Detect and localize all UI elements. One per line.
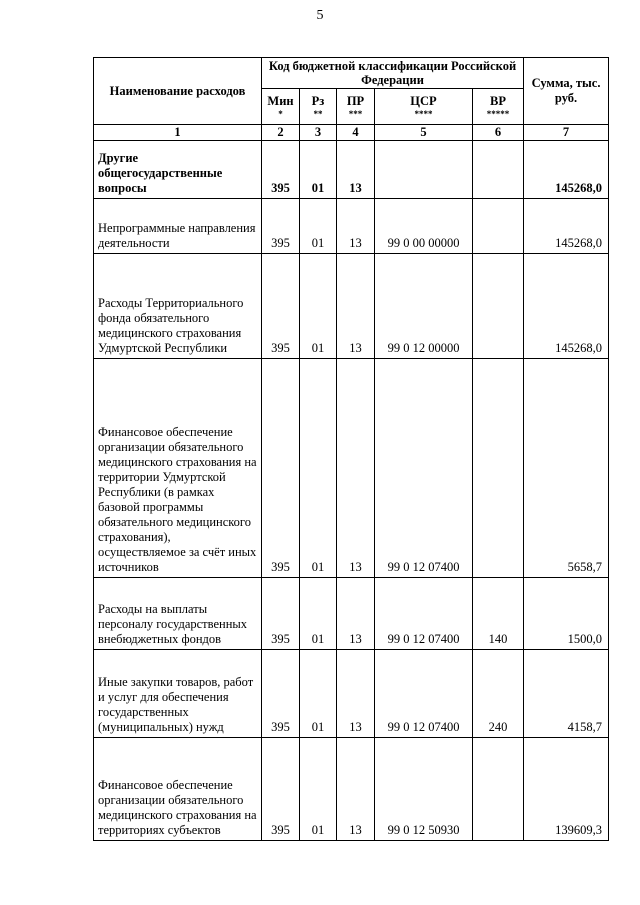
row-vr: [473, 359, 524, 578]
row-sum: 4158,7: [524, 650, 609, 738]
column-number: 7: [524, 125, 609, 141]
row-min: 395: [262, 359, 300, 578]
column-number: 4: [337, 125, 375, 141]
header-min-stars: *: [278, 109, 283, 120]
row-name: Непрограммные направления деятельности: [94, 199, 262, 254]
row-rz: 01: [300, 738, 337, 841]
row-sum: 145268,0: [524, 141, 609, 199]
table-row: [94, 359, 609, 578]
row-sum: 145268,0: [524, 199, 609, 254]
row-sum: 139609,3: [524, 738, 609, 841]
row-pr: 13: [337, 650, 375, 738]
header-rz-stars: **: [313, 109, 323, 120]
header-pr: [337, 89, 375, 125]
row-csr: 99 0 12 07400: [375, 359, 473, 578]
row-csr: 99 0 00 00000: [375, 199, 473, 254]
header-pr-label: ПР: [346, 94, 365, 109]
row-pr: 13: [337, 738, 375, 841]
row-vr: [473, 254, 524, 359]
row-min: 395: [262, 254, 300, 359]
row-rz: 01: [300, 359, 337, 578]
header-sum: Сумма, тыс. руб.: [524, 58, 609, 125]
row-name: Другие общегосударственные вопросы: [94, 141, 262, 199]
row-name: Финансовое обеспечение организации обязательного медицинского страхования на территории Удмуртской Республики (в рамках базовой программы обязательного медицинского страхования), осуществляемое за счёт иных источников: [94, 359, 262, 578]
row-min: 395: [262, 578, 300, 650]
row-sum: 145268,0: [524, 254, 609, 359]
row-csr: 99 0 12 00000: [375, 254, 473, 359]
header-pr-stars: ***: [348, 109, 363, 120]
header-row-1: [94, 58, 609, 89]
header-csr: [375, 89, 473, 125]
header-rz: [300, 89, 337, 125]
header-name: Наименование расходов: [94, 58, 262, 125]
table-row: [94, 199, 609, 254]
row-min: 395: [262, 738, 300, 841]
row-min: 395: [262, 199, 300, 254]
row-name: Расходы Территориального фонда обязательного медицинского страхования Удмуртской Республики: [94, 254, 262, 359]
row-vr: [473, 738, 524, 841]
row-csr: 99 0 12 07400: [375, 578, 473, 650]
row-rz: 01: [300, 199, 337, 254]
header-rz-label: Рз: [311, 94, 325, 109]
table-row: [94, 141, 609, 199]
row-vr: [473, 141, 524, 199]
row-rz: 01: [300, 141, 337, 199]
table-row: [94, 650, 609, 738]
row-sum: 1500,0: [524, 578, 609, 650]
column-number: 2: [262, 125, 300, 141]
budget-table: [93, 57, 609, 841]
page-number: 5: [316, 8, 324, 23]
column-number: 5: [375, 125, 473, 141]
row-sum: 5658,7: [524, 359, 609, 578]
row-name: Иные закупки товаров, работ и услуг для обеспечения государственных (муниципальных) нужд: [94, 650, 262, 738]
row-vr: 140: [473, 578, 524, 650]
row-csr: 99 0 12 07400: [375, 650, 473, 738]
row-csr: 99 0 12 50930: [375, 738, 473, 841]
header-vr-label: ВР: [490, 94, 507, 109]
row-min: 395: [262, 141, 300, 199]
header-vr-stars: *****: [486, 109, 510, 120]
table-row: [94, 578, 609, 650]
row-rz: 01: [300, 578, 337, 650]
header-code-group: Код бюджетной классификации Российской Федерации: [262, 58, 524, 89]
row-rz: 01: [300, 254, 337, 359]
table-row: [94, 738, 609, 841]
header-csr-label: ЦСР: [410, 94, 437, 109]
row-csr: [375, 141, 473, 199]
row-rz: 01: [300, 650, 337, 738]
column-number-row: [94, 125, 609, 141]
row-pr: 13: [337, 578, 375, 650]
row-pr: 13: [337, 359, 375, 578]
column-number: 3: [300, 125, 337, 141]
row-vr: [473, 199, 524, 254]
header-min-label: Мин: [267, 94, 294, 109]
table-row: [94, 254, 609, 359]
row-min: 395: [262, 650, 300, 738]
column-number: 1: [94, 125, 262, 141]
row-pr: 13: [337, 141, 375, 199]
row-pr: 13: [337, 199, 375, 254]
row-vr: 240: [473, 650, 524, 738]
row-name: Финансовое обеспечение организации обязательного медицинского страхования на территориях субъектов: [94, 738, 262, 841]
row-name: Расходы на выплаты персоналу государственных внебюджетных фондов: [94, 578, 262, 650]
header-min: [262, 89, 300, 125]
header-csr-stars: ****: [414, 109, 433, 120]
row-pr: 13: [337, 254, 375, 359]
header-vr: [473, 89, 524, 125]
column-number: 6: [473, 125, 524, 141]
